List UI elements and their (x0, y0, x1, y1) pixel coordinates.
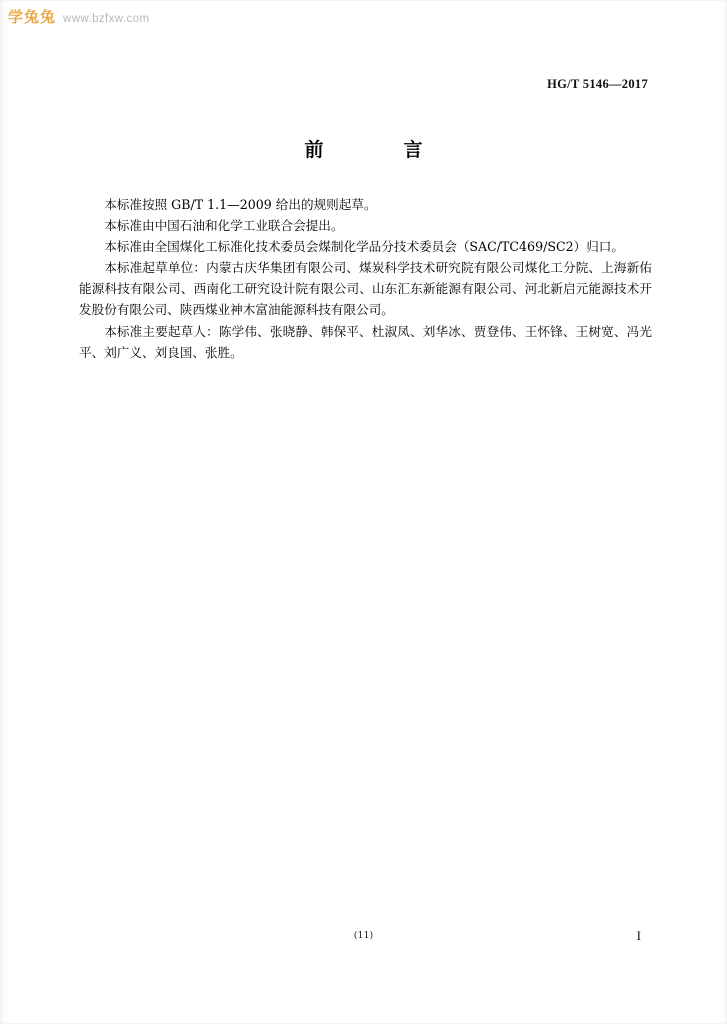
paragraph-1: 本标准按照 GB/T 1.1—2009 给出的规则起草。 (104, 197, 377, 212)
paragraph-3: 本标准由全国煤化工标准化技术委员会煤制化学品分技术委员会（SAC/TC469/SC2）归口。 (104, 239, 624, 255)
foreword-body (79, 194, 652, 363)
watermark (8, 6, 149, 27)
watermark-url-text: www.bzfxw.com (63, 13, 150, 25)
watermark-logo-text: 学兔兔 (8, 8, 57, 26)
paragraph-5: 本标准主要起草人：陈学伟、张晓静、韩保平、杜淑凤、刘华冰、贾登伟、王怀锋、王树宽、冯光平、刘广义、刘良国、张胜。 (79, 323, 652, 360)
paragraph-4: 本标准起草单位：内蒙古庆华集团有限公司、煤炭科学技术研究院有限公司煤化工分院、上海新佑能源科技有限公司、西南化工研究设计院有限公司、山东汇东新能源有限公司、河北新启元能源技术开发股份有限公司、陕西煤业神木富油能源科技有限公司。 (79, 260, 652, 318)
footer-folio-number: I (636, 928, 641, 943)
footer-page-marker: (11) (353, 930, 374, 941)
paragraph-2: 本标准由中国石油和化学工业联合会提出。 (104, 218, 344, 234)
standard-code-header: HG/T 5146—2017 (547, 77, 648, 91)
page-title: 前 言 (304, 139, 437, 161)
